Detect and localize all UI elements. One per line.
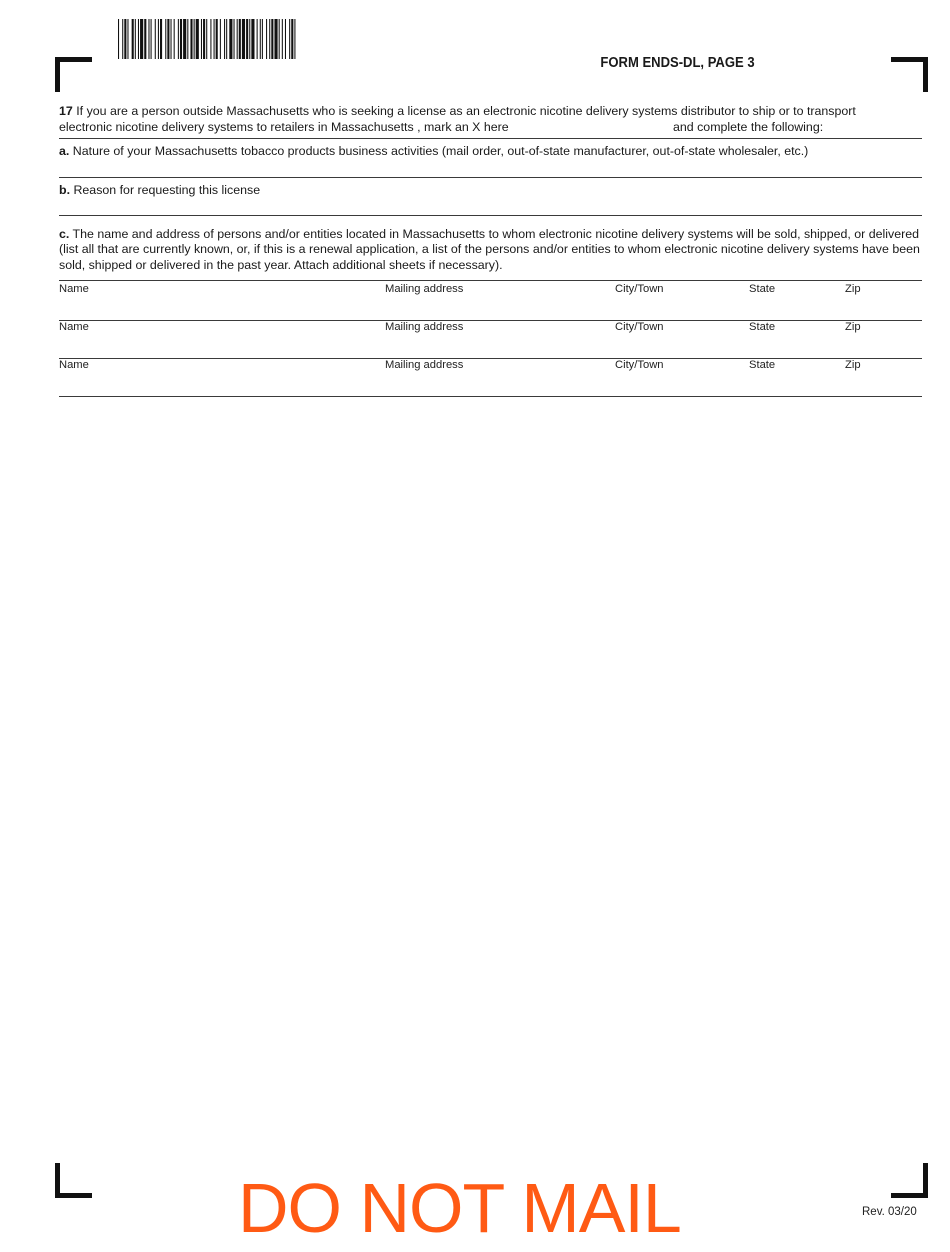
divider: [59, 215, 922, 216]
revision-date: Rev. 03/20: [862, 1206, 917, 1218]
part-a-text: Nature of your Massachusetts tobacco products business activities (mail order, out-of-state manufacturer, out-of-state wholesaler, etc.): [69, 144, 809, 158]
column-zip-label: Zip: [845, 359, 861, 371]
question-17-instruction: and complete the following:: [673, 119, 824, 134]
divider: [59, 396, 922, 397]
column-city-town-label: City/Town: [615, 283, 664, 295]
part-c: [59, 227, 922, 273]
registration-mark-bottom-left: [55, 1163, 92, 1198]
do-not-mail-watermark: DO NOT MAIL: [238, 1169, 681, 1247]
column-city-town-label: City/Town: [615, 359, 664, 371]
registration-mark-bottom-right: [891, 1163, 928, 1198]
registration-mark-top-left: [55, 57, 92, 92]
form-title: FORM ENDS-DL, PAGE 3: [600, 55, 755, 71]
part-a-input[interactable]: [59, 160, 922, 176]
part-b: [59, 183, 922, 199]
part-b-label: b.: [59, 183, 71, 197]
mark-x-field[interactable]: [525, 118, 670, 134]
column-zip-label: Zip: [845, 283, 861, 295]
column-zip-label: Zip: [845, 321, 861, 333]
part-a-label: a.: [59, 144, 70, 158]
divider: [59, 320, 922, 321]
column-mailing-address-label: Mailing address: [385, 283, 464, 295]
part-c-text: The name and address of persons and/or entities located in Massachusetts to whom electronic nicotine delivery systems will be sold, shipped, or delivered (list all that are currently known, or, if this is a renewal application, a list of the persons and/or entities to whom electronic nicotine delivery systems have been sold, shipped or delivered in the past year. Attach additional sheets if necessary).: [59, 227, 920, 272]
part-b-text: Reason for requesting this license: [70, 183, 261, 197]
column-state-label: State: [749, 359, 776, 371]
part-b-input[interactable]: [59, 199, 922, 215]
divider: [59, 177, 922, 178]
column-name-label: Name: [59, 359, 89, 371]
question-17-text-line2: electronic nicotine delivery systems to retailers in Massachusetts , mark an X here: [59, 119, 509, 134]
divider: [59, 280, 922, 281]
question-number: 17: [59, 104, 73, 118]
column-mailing-address-label: Mailing address: [385, 321, 464, 333]
column-name-label: Name: [59, 283, 89, 295]
column-city-town-label: City/Town: [615, 321, 664, 333]
registration-mark-top-right: [891, 57, 928, 92]
part-c-label: c.: [59, 227, 70, 241]
column-state-label: State: [749, 321, 776, 333]
column-mailing-address-label: Mailing address: [385, 359, 464, 371]
column-state-label: State: [749, 283, 776, 295]
divider: [59, 138, 922, 139]
barcode-icon: [118, 19, 438, 59]
divider: [59, 358, 922, 359]
column-name-label: Name: [59, 321, 89, 333]
question-17-text-line1: If you are a person outside Massachusetts who is seeking a license as an electronic nicotine delivery systems distributor to ship or to transport: [72, 104, 856, 118]
part-a: [59, 144, 922, 160]
